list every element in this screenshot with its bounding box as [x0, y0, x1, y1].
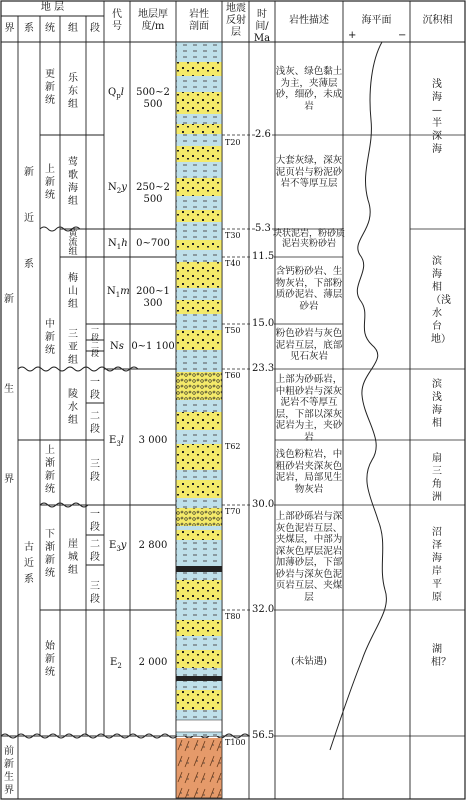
era-cenozoic: 新生界: [4, 294, 14, 485]
thickness-lingshui: 3 000: [138, 435, 168, 446]
reflector-t50: T50: [225, 326, 241, 335]
header-thickness: 地层厚度/m: [138, 9, 168, 32]
formation-huangliu: 黄流组: [68, 229, 78, 257]
formation-ledong: 乐东组: [68, 73, 78, 110]
header-sealevel: 海平面: [361, 15, 392, 26]
formation-sanya: 三亚组: [68, 329, 78, 366]
facies-shallow-sea: 浅海—半深海: [432, 79, 442, 155]
reflector-t40: T40: [225, 259, 241, 268]
time-5-3: 5.3: [255, 223, 271, 234]
reflector-t70: T70: [225, 507, 241, 516]
header-duan: 段: [90, 23, 100, 34]
system-neogene: 新近系: [24, 167, 34, 270]
formation-meishan: 梅山组: [68, 273, 78, 310]
reflector-t30: T30: [225, 231, 241, 240]
header-zu: 组: [68, 23, 78, 34]
member-yacheng-2: 二段: [90, 539, 100, 563]
code-lingshui: $E_3l$: [109, 435, 124, 448]
member-lingshui-2: 二段: [90, 411, 100, 435]
thickness-sanya: 0~1 100: [131, 341, 175, 352]
header-lithology: 岩性剖面: [189, 9, 209, 32]
reflector-t80: T80: [225, 612, 241, 621]
time-56-5: 56.5: [252, 730, 275, 741]
era-pre-cenozoic: 前新生界: [4, 746, 14, 796]
description-sanya: 粉色砂岩与灰色泥岩互层，底部见石灰岩: [275, 328, 343, 362]
reflector-t20: T20: [225, 138, 241, 147]
formation-lingshui: 陵水组: [68, 389, 78, 426]
header-seismic: 地震反射层: [226, 3, 246, 38]
description-huangliu: 块状泥岩，粉砂质泥岩夹粉砂岩: [272, 229, 345, 249]
time-32-0: 32.0: [252, 604, 275, 615]
header-stratum: 地 层: [40, 2, 65, 13]
code-yinggehai: $N_2y$: [108, 182, 127, 195]
member-lingshui-3: 三段: [90, 459, 100, 483]
series-pleistocene: 更新统: [45, 69, 55, 106]
header-code: 代号: [112, 9, 122, 32]
reflector-t100: T100: [225, 738, 246, 747]
description-yacheng: 上部砂砾岩与深灰色泥岩互层、夹煤层，中部为深灰色厚层泥岩加薄砂层，下部砂岩与深灰色泥页岩互层、夹煤层: [275, 511, 343, 603]
lithology-column: [176, 42, 222, 798]
facies-littoral: 滨浅海相: [432, 379, 442, 429]
member-lingshui-1: 一段: [90, 377, 100, 401]
code-huangliu: $N_1h$: [108, 238, 128, 251]
member-yacheng-1: 一段: [90, 509, 100, 533]
series-miocene: 中新统: [45, 319, 55, 356]
code-meishan: $N_1m$: [107, 286, 130, 299]
header-tong: 统: [45, 23, 55, 34]
thickness-yacheng: 2 800: [138, 540, 168, 551]
header-jie: 界: [4, 23, 15, 34]
description-meishan: 含钙粉砂岩、生物灰岩，下部粉质砂泥岩、薄层砂岩: [275, 266, 343, 312]
code-sanya: Ns: [110, 341, 124, 352]
member-yacheng-3: 三段: [90, 581, 100, 605]
thickness-huangliu: 0~700: [136, 238, 170, 249]
description-lingshui: 上部为砂砾岩，中粗砂岩与深灰泥岩不等厚互层，下部以深灰泥岩为主，夹砂岩: [275, 374, 343, 443]
description-eocene: (未钻遇): [291, 656, 327, 667]
facies-lacustrine: 湖相？: [431, 644, 451, 668]
header-time: 时间/Ma: [253, 9, 271, 44]
series-pliocene: 上新统: [45, 164, 55, 201]
thickness-meishan: 200~1 300: [136, 286, 170, 309]
description-yinggehai: 大套灰绿，深灰泥页岩与粉泥砂岩不等厚互层: [275, 155, 343, 189]
formation-yinggehai: 莺歌海组: [68, 157, 78, 207]
series-lower-oligocene: 下渐新统: [45, 529, 55, 579]
code-yacheng: $E_3y$: [109, 540, 127, 553]
header-facies: 沉积相: [422, 15, 453, 26]
code-ledong: $Q_pl$: [108, 87, 124, 100]
thickness-eocene: 2 000: [138, 657, 168, 668]
time-30-0: 30.0: [252, 499, 275, 510]
header-plus: +: [348, 30, 357, 41]
system-paleogene: 古近系: [24, 542, 34, 585]
reflector-t60: T60: [225, 371, 241, 380]
description-ledong: 浅灰、绿色黏土为主，夹薄层砂，细砂，未成岩: [275, 66, 343, 112]
series-eocene: 始新统: [45, 641, 55, 678]
time-2-6: 2.6: [255, 129, 271, 140]
series-upper-oligocene: 上渐新统: [45, 445, 55, 495]
header-minus: −: [398, 30, 407, 41]
member-sanya-2: 二段: [91, 341, 99, 358]
time-15-0: 15.0: [252, 318, 275, 329]
header-xi: 系: [24, 23, 34, 34]
description-upper-lingshui: 浅色粉粒岩，中粗砂岩夹深灰色泥岩，局部见生物灰岩: [275, 449, 343, 495]
time-11-5: 11.5: [252, 251, 275, 262]
header-description: 岩性描述: [289, 15, 329, 26]
code-eocene: $E_2$: [110, 657, 122, 670]
facies-swamp: 沼泽海岸平原: [432, 527, 442, 603]
thickness-ledong: 500~2 500: [136, 87, 170, 110]
facies-coastal: 滨海相（浅水台地）: [431, 256, 451, 345]
member-sanya-1: 一段: [91, 325, 99, 342]
facies-fan-delta: 扇三角洲: [432, 453, 442, 503]
formation-yacheng: 崖城组: [68, 539, 78, 576]
reflector-t62: T62: [225, 442, 241, 451]
thickness-yinggehai: 250~2 500: [136, 182, 170, 205]
time-23-3: 23.3: [252, 363, 275, 374]
